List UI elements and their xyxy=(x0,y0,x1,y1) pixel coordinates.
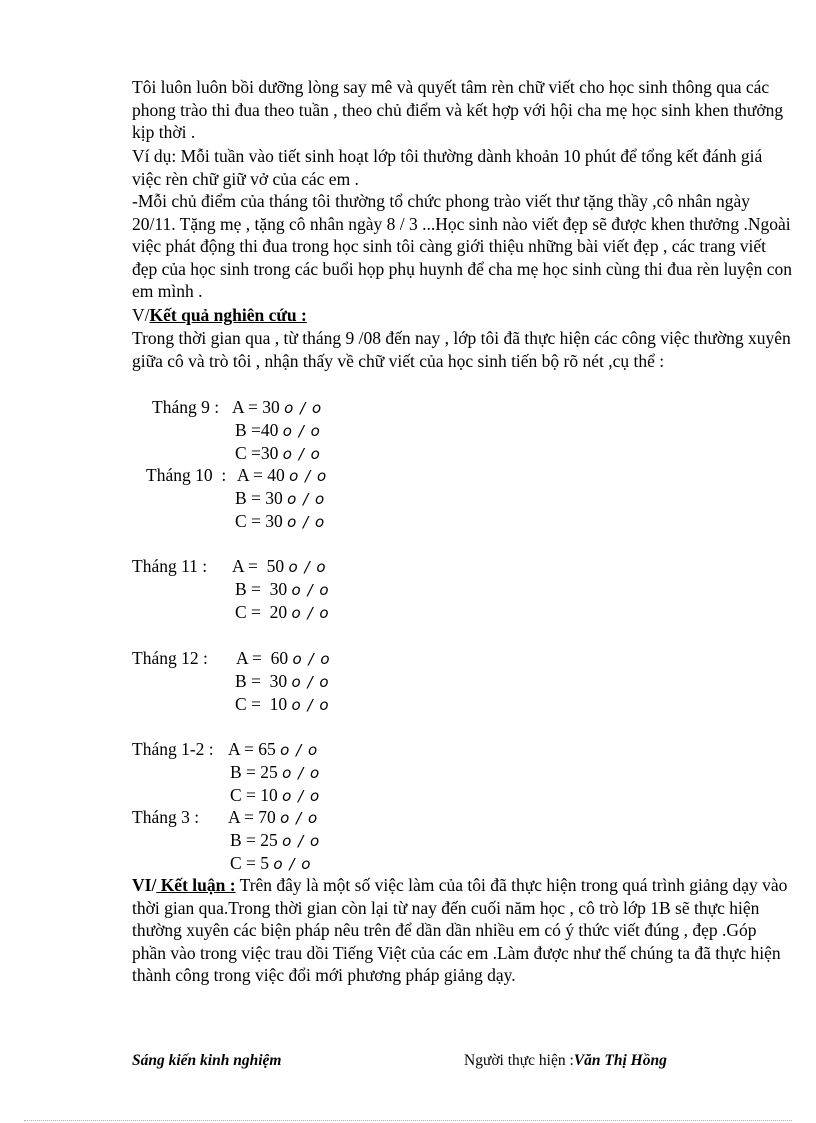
paragraph-conclusion xyxy=(132,874,792,987)
paragraph-results-intro: Trong thời gian qua , từ tháng 9 /08 đến nay , lớp tôi đã thực hiện các công việc thường xuyên giữa cô và trò tôi , nhận thấy về chữ viết của học sinh tiến bộ rõ nét ,cụ thể : xyxy=(132,328,791,371)
paragraph-example: Ví dụ: Mỗi tuần vào tiết sinh hoạt lớp tôi thường dành khoản 10 phút để tổng kết đánh giá việc rèn chữ giữ vở của các em . xyxy=(132,146,763,189)
month-label: Tháng 9 : xyxy=(152,397,220,417)
conclusion-text: Trên đây là một số việc làm của tôi đã thực hiện trong quá trình giảng dạy vào thời gian qua.Trong thời gian còn lại từ nay đến cuối năm học , cô trò lớp 1B sẽ thực hiện thường xuyên các biện pháp nêu trên để dần dần nhiều em có ý thức viết đúng , đẹp .Góp phần vào trong việc trau dồi Tiếng Việt của các em .Làm được như thế chúng ta đã thực hiện thành công trong việc đổi mới phương pháp giảng dạy. xyxy=(132,875,788,986)
page-bottom-divider xyxy=(24,1120,792,1121)
result-a: A = 65 o / o xyxy=(228,739,319,759)
month-label: Tháng 1-2 : xyxy=(132,739,214,759)
section-5-title: Kết quả nghiên cứu : xyxy=(149,305,307,325)
footer-author-label: Người thực hiện : xyxy=(464,1052,574,1069)
result-b: B = 30 o / o xyxy=(235,579,330,599)
result-b: B =40 o / o xyxy=(235,420,321,440)
result-b: B = 25 o / o xyxy=(230,762,321,782)
result-b: B = 25 o / o xyxy=(230,830,321,850)
footer-document-type: Sáng kiến kinh nghiệm xyxy=(132,1052,282,1069)
section-6-title: Kết luận : xyxy=(156,875,236,895)
result-b: B = 30 o / o xyxy=(235,671,330,691)
month-label: Tháng 10 : xyxy=(146,465,227,485)
result-c: C = 30 o / o xyxy=(235,511,326,531)
footer-author-name: Văn Thị Hồng xyxy=(573,1052,667,1069)
paragraph-encouragement: Tôi luôn luôn bồi dưỡng lòng say mê và quyết tâm rèn chữ viết cho học sinh thông qua các phong trào thi đua theo tuần , theo chủ điểm và kết hợp với hội cha mẹ học sinh khen thưởng kịp thời . xyxy=(132,77,784,143)
result-a: A = 70 o / o xyxy=(228,807,319,827)
result-c: C = 5 o / o xyxy=(230,853,312,873)
result-c: C = 10 o / o xyxy=(235,694,330,714)
month-label: Tháng 11 : xyxy=(132,556,208,576)
result-c: C =30 o / o xyxy=(235,443,321,463)
result-a: A = 40 o / o xyxy=(237,465,328,485)
section-5-heading xyxy=(132,304,307,326)
result-c: C = 10 o / o xyxy=(230,785,321,805)
footer-author xyxy=(464,1052,667,1070)
month-label: Tháng 12 : xyxy=(132,648,208,668)
result-a: A = 50 o / o xyxy=(232,556,327,576)
paragraph-themes: -Mỗi chủ điểm của tháng tôi thường tổ chức phong trào viết thư tặng thầy ,cô nhân ngày 20/11. Tặng mẹ , tặng cô nhân ngày 8 / 3 ...Học sinh nào viết đẹp sẽ được khen thưởng .Ngoài việc phát động thi đua trong học sinh tôi càng giới thiệu những bài viết đẹp , các trang viết đẹp của học sinh trong các buổi họp phụ huynh để cha mẹ học sinh cùng thi đua rèn luyện con em mình . xyxy=(132,191,792,302)
month-label: Tháng 3 : xyxy=(132,807,200,827)
result-a: A = 30 o / o xyxy=(232,397,323,417)
section-5-prefix: V/ xyxy=(132,305,150,325)
section-6-prefix: VI/ xyxy=(132,875,157,895)
result-a: A = 60 o / o xyxy=(236,648,331,668)
result-c: C = 20 o / o xyxy=(235,602,330,622)
result-b: B = 30 o / o xyxy=(235,488,326,508)
